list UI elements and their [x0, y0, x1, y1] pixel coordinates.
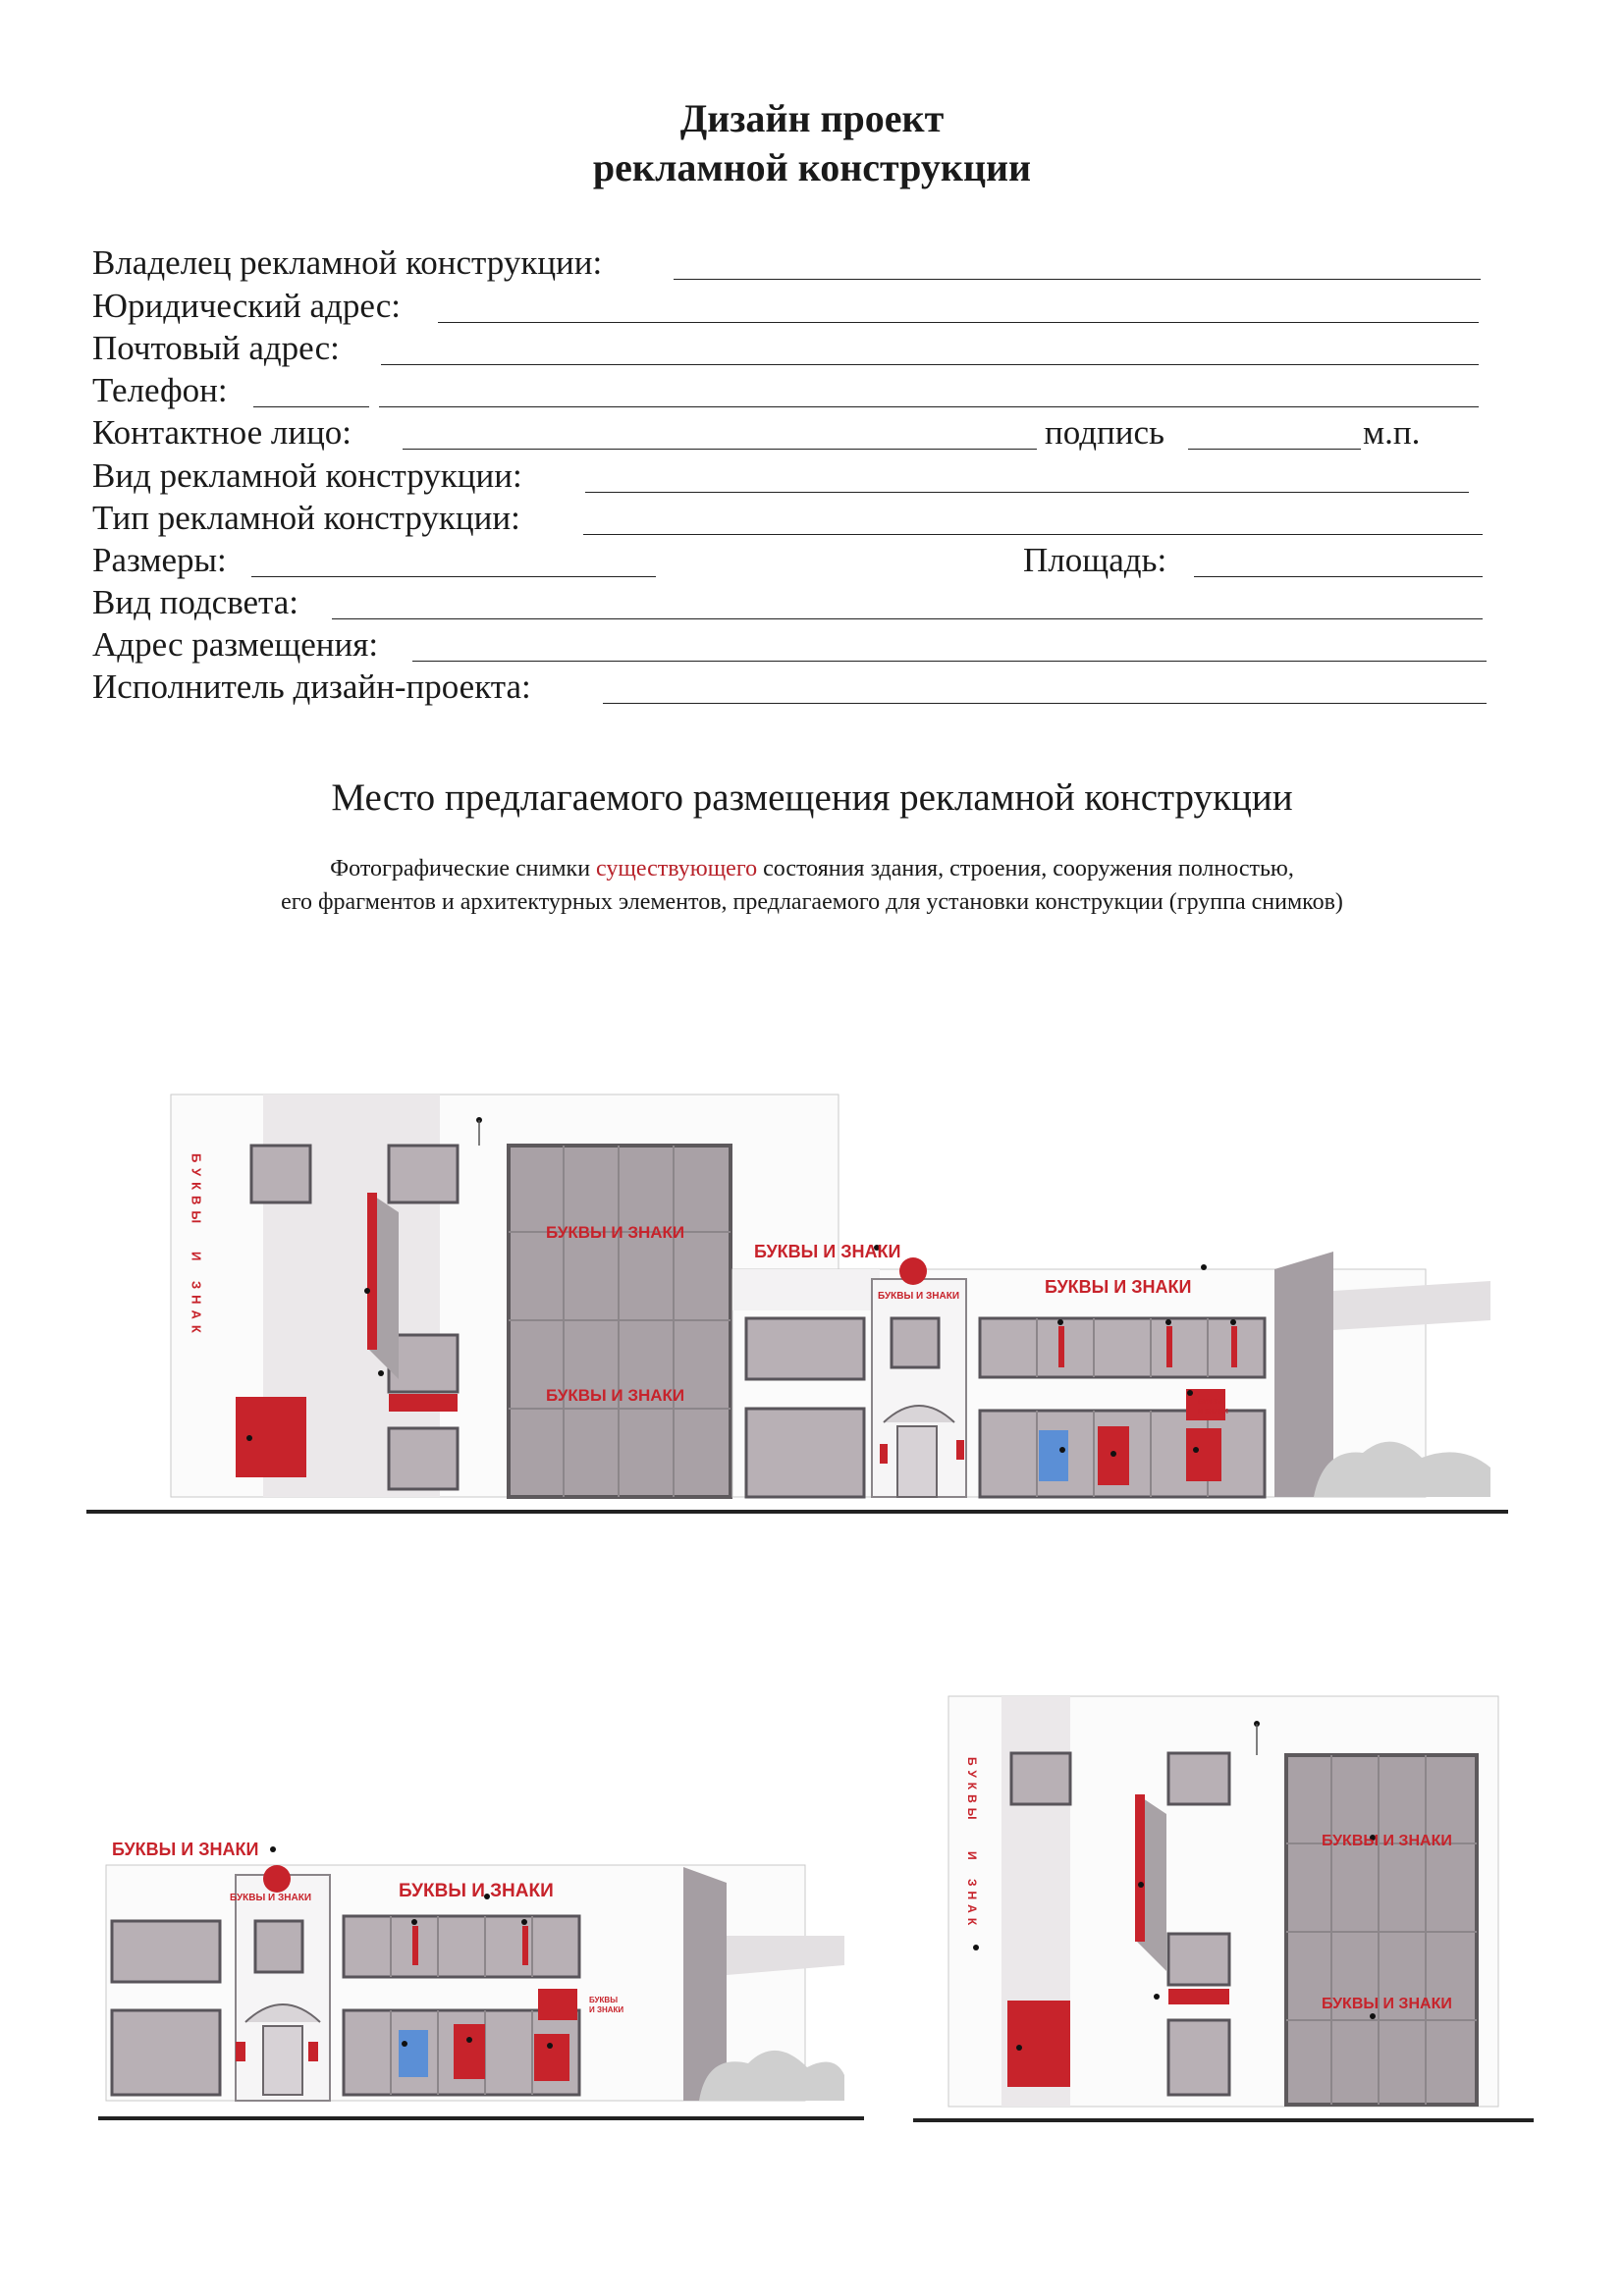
facade-main-sign-conj: И [189, 1252, 204, 1261]
kind-label: Вид рекламной конструкции: [92, 456, 522, 495]
facade-drawing-main [86, 1055, 1508, 1546]
section-note-line-2: его фрагментов и архитектурных элементов, предлагаемого для установки конструкции (группа снимков) [281, 889, 1343, 915]
facade-left-sign-entrance: БУКВЫ И ЗНАКИ [230, 1893, 312, 1903]
sizes-label: Размеры: [92, 541, 227, 579]
section-title: Место предлагаемого размещения рекламной конструкции [331, 776, 1293, 819]
facade-drawing-bottom-right [913, 1677, 1542, 2138]
designer-label: Исполнитель дизайн-проекта: [92, 667, 531, 706]
facade-left-sign-top: БУКВЫ И ЗНАКИ [112, 1840, 259, 1859]
note-text-after: состояния здания, строения, сооружения полностью, [757, 856, 1294, 881]
signature-field-line [1188, 449, 1361, 450]
placement-address-label: Адрес размещения: [92, 625, 379, 664]
facade-main-sign-small-top: БУКВЫ [1198, 1399, 1223, 1406]
facade-main-sign-small-bottom: И ЗНАКИ [1198, 1409, 1228, 1415]
legal-address-label: Юридический адрес: [92, 287, 402, 325]
facade-main-sign-wing-right: БУКВЫ И ЗНАКИ [1045, 1277, 1192, 1297]
facade-right-sign-vertical-1: БУКВЫ [965, 1757, 979, 1825]
page-title-line-2: рекламной конструкции [592, 145, 1032, 189]
facade-left-sign-wing: БУКВЫ И ЗНАКИ [399, 1881, 554, 1901]
postal-address-field-line [381, 364, 1479, 365]
facade-main-sign-tower-top: БУКВЫ И ЗНАКИ [546, 1223, 685, 1242]
postal-address-label: Почтовый адрес: [92, 329, 340, 367]
contact-label: Контактное лицо: [92, 413, 352, 452]
phone-number-field-line [379, 406, 1479, 407]
lighting-field-line [332, 618, 1483, 619]
type-field-line [583, 534, 1483, 535]
lighting-label: Вид подсвета: [92, 583, 299, 621]
signature-label: подпись [1045, 413, 1164, 452]
owner-field-line [674, 279, 1481, 280]
facade-left-sign-small-top: БУКВЫ [589, 1996, 619, 2004]
facade-main-sign-vertical-1: БУКВЫ [189, 1153, 204, 1230]
note-highlight: существующего [596, 856, 758, 881]
designer-field-line [603, 703, 1487, 704]
phone-code-field-line [253, 406, 369, 407]
facade-right-sign-tower-top: БУКВЫ И ЗНАКИ [1322, 1833, 1452, 1849]
facade-right-wing [732, 1242, 1490, 1497]
kind-field-line [585, 492, 1469, 493]
owner-label: Владелец рекламной конструкции: [92, 243, 603, 282]
stamp-label: м.п. [1363, 413, 1421, 452]
area-field-line [1194, 576, 1483, 577]
facade-left-sign-small-bottom: И ЗНАКИ [589, 2005, 624, 2014]
section-note-line-1 [0, 852, 1624, 885]
contact-field-line [403, 449, 1037, 450]
page-title-line-1: Дизайн проект [679, 96, 945, 140]
note-text-before: Фотографические снимки [330, 856, 597, 881]
area-label: Площадь: [1023, 541, 1167, 579]
placement-address-field-line [412, 661, 1487, 662]
facade-right-sign-tower-bottom: БУКВЫ И ЗНАКИ [1322, 1996, 1452, 2012]
facade-drawing-bottom-left [98, 1690, 874, 2132]
facade-right-sign-conj: И [965, 1851, 979, 1860]
facade-main-sign-vertical-2: ЗНАК [189, 1281, 204, 1339]
facade-main-sign-tower-bottom: БУКВЫ И ЗНАКИ [546, 1386, 685, 1405]
legal-address-field-line [438, 322, 1479, 323]
facade-main-sign-entrance: БУКВЫ И ЗНАКИ [878, 1291, 960, 1302]
type-label: Тип рекламной конструкции: [92, 499, 520, 537]
sizes-field-line [251, 576, 656, 577]
facade-right-sign-vertical-2: ЗНАК [965, 1879, 979, 1931]
facade-main-sign-wing-left: БУКВЫ И ЗНАКИ [754, 1242, 901, 1261]
phone-label: Телефон: [92, 371, 228, 409]
